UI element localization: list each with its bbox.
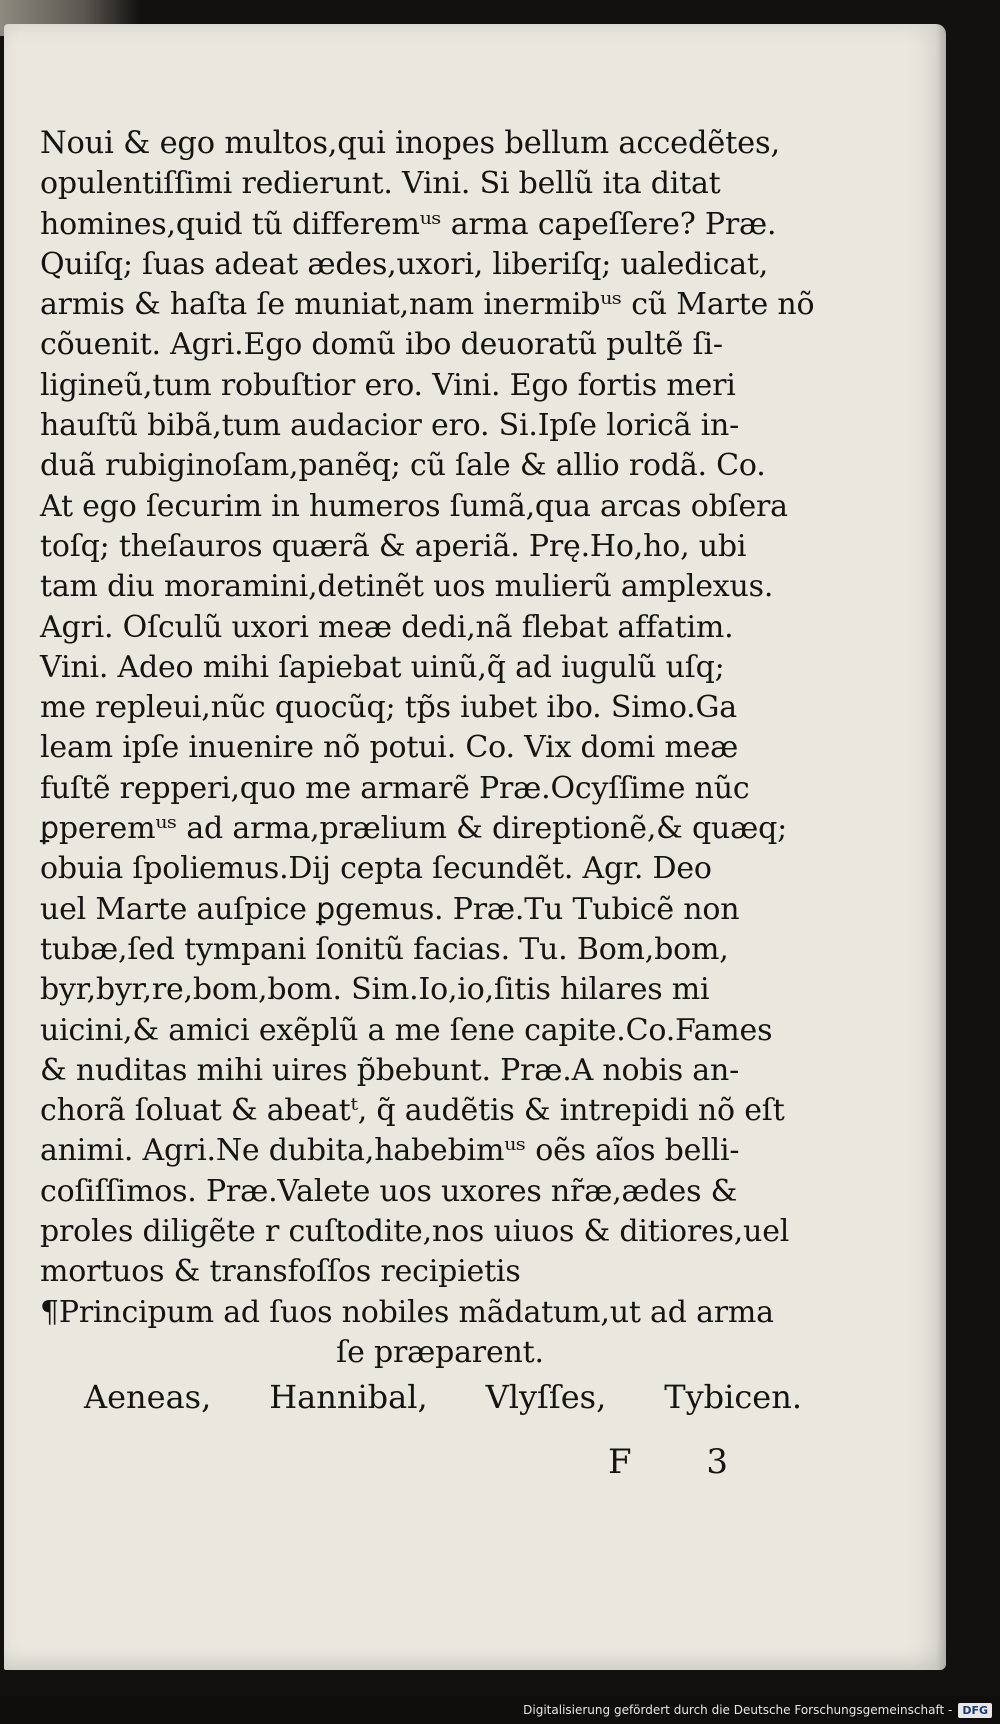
text-line: Quiſq; ſuas adeat ædes,uxori, liberiſq; ualedicat,	[40, 246, 769, 282]
page-text	[40, 124, 840, 1419]
text-line: toſq; theſauros quærã & aperiã. Prę.Ho,ho, ubi	[40, 528, 747, 564]
text-line: uel Marte auſpice ꝑgemus. Præ.Tu Tubicẽ non	[40, 891, 740, 927]
text-line: coſiſſimos. Præ.Valete uos uxores nr̃æ,ædes &	[40, 1173, 738, 1209]
text-line: duã rubiginoſam,panẽq; cũ ſale & allio rodã. Co.	[40, 448, 766, 484]
funding-notice: Digitalisierung gefördert durch die Deutsche Forschungsgemeinschaft -	[523, 1703, 953, 1717]
text-line: proles diligẽte r cuſtodite,nos uiuos & ditiores,uel	[40, 1214, 790, 1250]
text-line: animi. Agri.Ne dubita,habebimᵘˢ oẽs aĩos belli-	[40, 1133, 740, 1169]
speaker-name: Tybicen.	[664, 1378, 802, 1417]
speaker-list	[84, 1375, 802, 1419]
text-line: fuſtẽ repperi,quo me armarẽ Præ.Ocyſſime nũc	[40, 770, 750, 806]
speaker-name: Aeneas,	[84, 1378, 212, 1417]
text-line: byr,byr,re,bom,bom. Sim.Io,io,ſitis hilares mi	[40, 972, 710, 1008]
text-line: At ego ſecurim in humeros ſumã,qua arcas obſera	[40, 488, 788, 524]
text-line: Noui & ego multos,qui inopes bellum accedẽtes,	[40, 126, 780, 161]
text-line: ꝑperemᵘˢ ad arma,prælium & direptionẽ,& quæq;	[40, 811, 788, 847]
text-line: cõuenit. Agri.Ego domũ ibo deuoratũ pultẽ ſi-	[40, 327, 723, 363]
text-line: & nuditas mihi uires p̃bebunt. Præ.A nobis an-	[40, 1052, 740, 1088]
text-line: hauſtũ bibã,tum audacior ero. Si.Ipſe loricã in-	[40, 408, 740, 444]
page-edge-shadow	[936, 24, 946, 1670]
dfg-logo: DFG	[958, 1703, 992, 1718]
funding-footer	[0, 1696, 1000, 1724]
text-line: obuia ſpoliemus.Dij cepta ſecundẽt. Agr. Deo	[40, 851, 712, 887]
section-heading-continued: ſe præparent.	[336, 1334, 544, 1370]
signature-mark: F 3	[608, 1442, 761, 1482]
text-line: Vini. Adeo mihi ſapiebat uinũ,q̃ ad iugulũ uſq;	[40, 649, 725, 685]
section-heading: ¶Principum ad ſuos nobiles mãdatum,ut ad arma	[40, 1294, 774, 1330]
speaker-name: Hannibal,	[269, 1378, 428, 1417]
text-line: tam diu moramini,detinẽt uos mulierũ amplexus.	[40, 569, 774, 605]
text-line: opulentiſſimi redierunt. Vini. Si bellũ ita ditat	[40, 166, 721, 202]
text-line: uicini,& amici exẽplũ a me ſene capite.Co.Fames	[40, 1012, 773, 1048]
book-page	[4, 24, 946, 1670]
text-line: leam ipſe inuenire nõ potui. Co. Vix domi meæ	[40, 730, 739, 766]
text-line: me repleui,nũc quocũq; tp̃s iubet ibo. Simo.Ga	[40, 690, 737, 726]
text-line: armis & haſta ſe muniat,nam inermibᵘˢ cũ Marte nõ	[40, 287, 815, 323]
text-line: ligineũ,tum robuſtior ero. Vini. Ego fortis meri	[40, 367, 736, 403]
text-line: Agri. Oſculũ uxori meæ dedi,nã flebat affatim.	[40, 609, 734, 645]
text-line: mortuos & transfoſſos recipietis	[40, 1254, 521, 1290]
text-line: chorã ſoluat & abeatᵗ, q̃ audẽtis & intrepidi nõ eſt	[40, 1093, 785, 1129]
text-line: tubæ,ſed tympani ſonitũ facias. Tu. Bom,bom,	[40, 931, 729, 967]
text-line: homines,quid tũ differemᵘˢ arma capeſſere? Præ.	[40, 206, 777, 242]
speaker-name: Vlyſſes,	[485, 1378, 607, 1417]
